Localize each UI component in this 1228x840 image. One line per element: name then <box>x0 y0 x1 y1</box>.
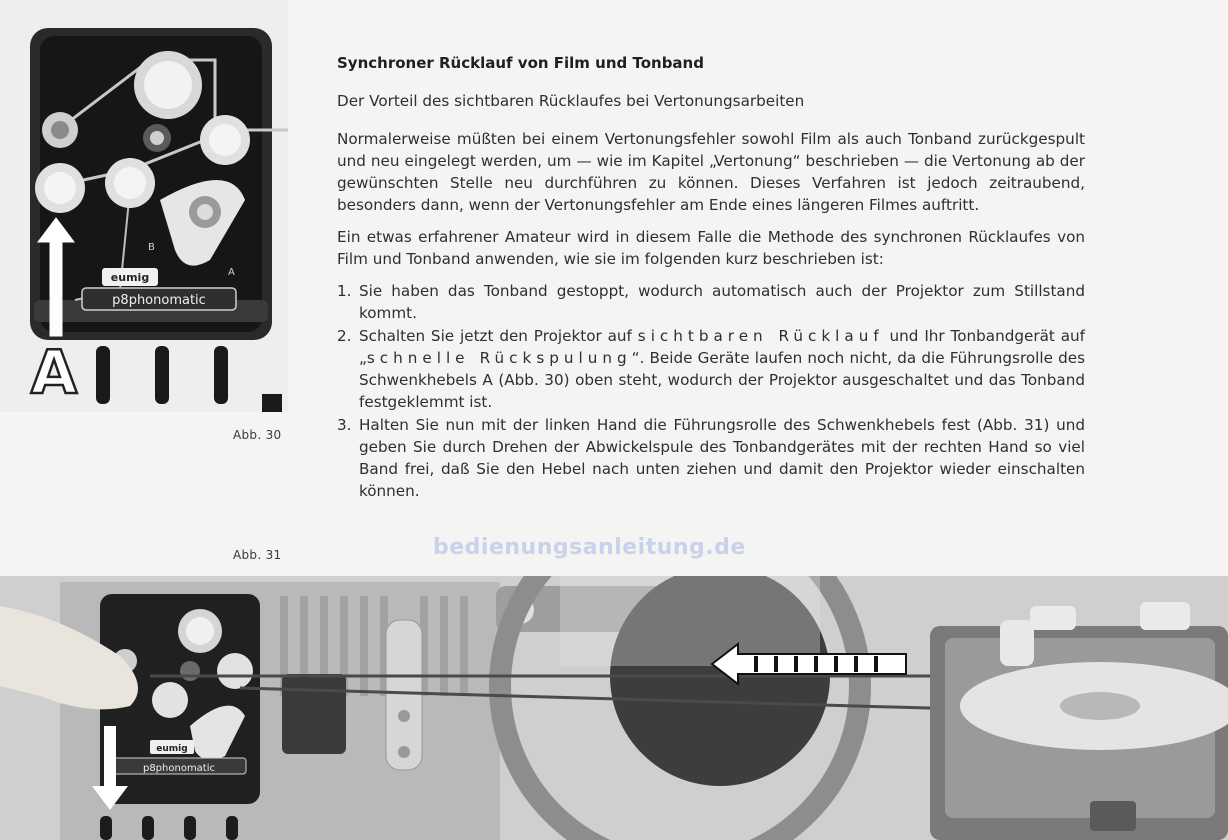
list-item <box>337 325 1085 413</box>
paragraph-2: Ein etwas erfahrener Amateur wird in diesem Falle die Methode des synchronen Rücklaufes von Film und Tonband anwenden, wie sie im folgenden kurz beschrieben ist: <box>337 228 1085 268</box>
list-item <box>337 414 1085 502</box>
caption-abb-31: Abb. 31 <box>233 548 282 562</box>
projector-illustration <box>0 0 288 412</box>
paragraph-1: Normalerweise müßten bei einem Vertonungsfehler sowohl Film als auch Tonband zurückgespult und neu eingelegt werden, um — wie im Kapitel „Vertonung“ beschrieben — die Vertonung ab der gewünschten Stelle neu durchführen zu können. Dieses Verfahren ist jedoch zeitraubend, besonders dann, wenn der Vertonungsfehler am Ende eines längeren Filmes auftritt. <box>337 130 1085 214</box>
steps-list <box>337 280 1085 502</box>
list-item <box>337 280 1085 324</box>
projector-tape-illustration <box>0 576 1228 840</box>
page-heading: Synchroner Rücklauf von Film und Tonband <box>337 54 704 72</box>
figure-31-photo <box>0 576 1228 840</box>
step-text-emphasis: schnelle Rückspulung <box>366 349 632 367</box>
marking-b: B <box>148 242 155 253</box>
model-text-31: p8phonomatic <box>142 763 216 774</box>
brand-text: eumig <box>110 271 150 284</box>
brand-text-31: eumig <box>156 744 188 754</box>
instruction-text <box>337 52 1085 503</box>
step-text: Halten Sie nun mit der linken Hand die Führungsrolle des Schwenkhebels fest (Abb. 31) und geben Sie durch Drehen der Abwickelspule des Tonbandgerätes mit der rechten Hand so viel Band frei, daß Sie den Hebel nach unten ziehen und damit den Projektor wieder einschalten können. <box>359 416 1085 500</box>
figure-label-a: A <box>30 338 78 408</box>
watermark: bedienungsanleitung.de <box>433 535 746 560</box>
step-text-post: “. Beide Geräte laufen noch nicht, da die Führungsrolle des Schwenkhebels A (Abb. 30) oben steht, wodurch der Projektor ausgeschaltet und das Tonband festgeklemmt ist. <box>359 349 1085 411</box>
step-text: Sie haben das Tonband gestoppt, wodurch automatisch auch der Projektor zum Stillstand kommt. <box>359 282 1085 322</box>
caption-abb-30: Abb. 30 <box>233 428 282 442</box>
step-text-emphasis: sichtbaren Rücklauf <box>637 327 884 345</box>
subheading: Der Vorteil des sichtbaren Rücklaufes bei Vertonungsarbeiten <box>337 92 805 110</box>
figure-30-photo <box>0 0 288 412</box>
marking-a: A <box>228 267 235 278</box>
step-text-mid: und Ihr Tonbandgerät auf „ <box>359 327 1086 367</box>
step-text-pre: Schalten Sie jetzt den Projektor auf <box>359 327 638 345</box>
step-number: 1. <box>337 282 352 300</box>
step-number: 2. <box>337 327 352 345</box>
model-text: p8phonomatic <box>112 293 206 308</box>
step-number: 3. <box>337 416 352 434</box>
